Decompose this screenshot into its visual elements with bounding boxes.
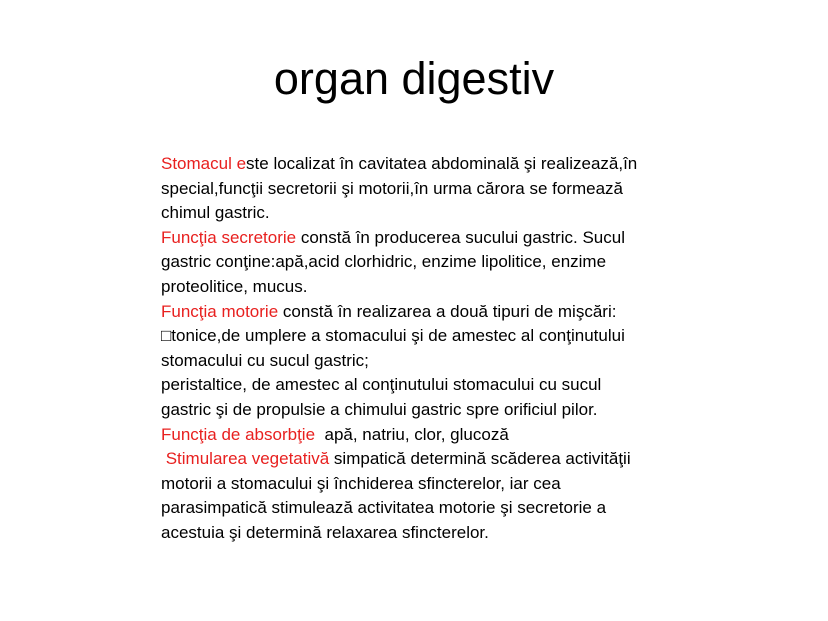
text-line [161,300,721,325]
text-segment: acestuia şi determină relaxarea sfincterelor. [161,522,489,542]
text-segment: constă în realizarea a două tipuri de mişcări: [278,301,617,321]
text-line [161,423,721,448]
text-line [161,496,721,521]
text-segment: motorii a stomacului şi închiderea sfincterelor, iar cea [161,473,561,493]
text-segment: gastric conţine:apă,acid clorhidric, enzime lipolitice, enzime [161,252,607,272]
text-segment: simpatică determină scăderea activităţii [329,449,631,469]
text-line [161,226,721,251]
text-line [161,201,721,226]
text-line [161,472,721,497]
text-segment: constă în producerea sucului gastric. Sucul [296,227,625,247]
text-segment: peristaltice, de amestec al conţinutului stomacului cu sucul [161,375,602,395]
text-segment: gastric şi de propulsie a chimului gastric spre orificiul pilor. [161,399,598,419]
text-line [161,177,721,202]
text-line [161,275,721,300]
text-line [161,398,721,423]
text-segment: □tonice,de umplere a stomacului şi de amestec al conţinutului [161,326,625,346]
text-line [161,250,721,275]
slide-title: organ digestiv [273,53,555,104]
text-segment: special,funcţii secretorii şi motorii,în urma cărora se formează [161,178,623,198]
highlighted-term: Stimularea vegetativă [161,449,330,469]
text-segment: stomacului cu sucul gastric; [161,350,369,370]
text-line [161,324,721,349]
text-line [161,152,721,177]
slide-body-text [161,152,721,546]
text-segment: parasimpatică stimulează activitatea motorie şi secretorie a [161,498,607,518]
highlighted-term: Stomacul e [161,154,247,173]
text-line [161,349,721,374]
text-segment: ste localizat în cavitatea abdominală şi realizează,în [246,154,638,173]
text-line [161,447,721,472]
text-segment: apă, natriu, clor, glucoză [315,424,509,444]
text-segment: chimul gastric. [161,203,270,223]
highlighted-term: Funcţia de absorbţie [161,424,316,444]
highlighted-term: Funcţia motorie [161,301,279,321]
highlighted-term: Funcţia secretorie [161,227,297,247]
text-line [161,373,721,398]
text-segment: proteolitice, mucus. [161,276,308,296]
text-line [161,521,721,546]
